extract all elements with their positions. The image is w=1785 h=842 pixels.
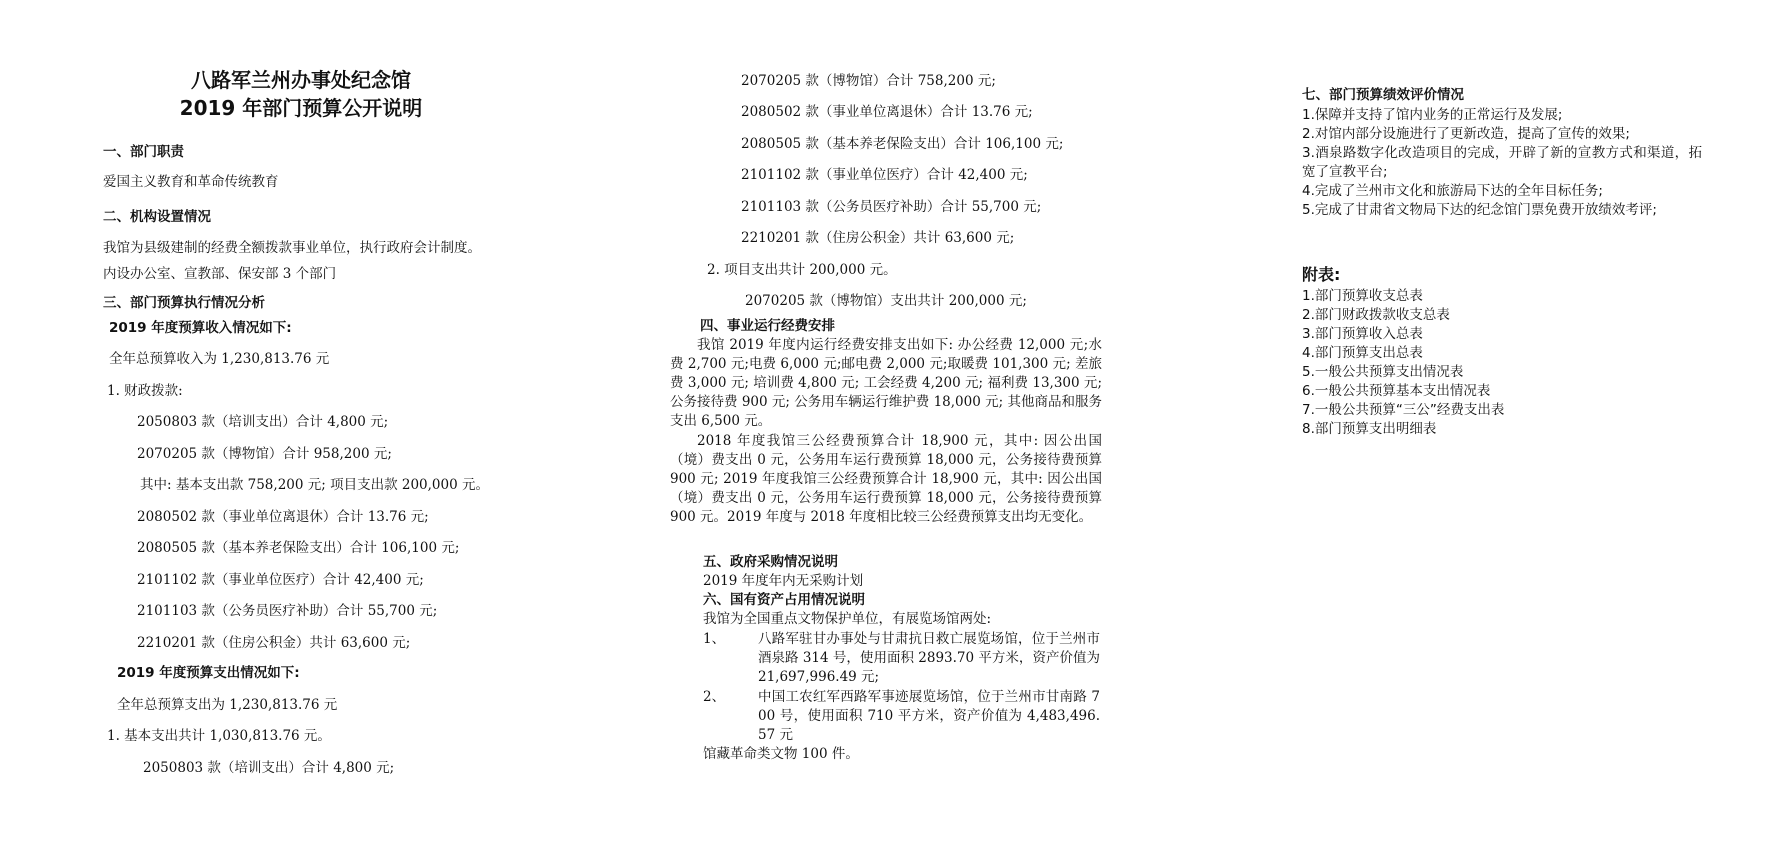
section-heading-operation: 四、事业运行经费安排 xyxy=(700,318,835,334)
income-total: 全年总预算收入为 1,230,813.76 元 xyxy=(109,351,330,367)
attachments-list xyxy=(1302,287,1702,439)
relics-text: 馆藏革命类文物 100 件。 xyxy=(703,746,859,762)
expense-item: 2210201 款（住房公积金）共计 63,600 元; xyxy=(741,230,1015,246)
income-item: 2050803 款（培训支出）合计 4,800 元; xyxy=(137,414,389,430)
asset-item xyxy=(703,630,1100,687)
expense-item: 2050803 款（培训支出）合计 4,800 元; xyxy=(143,760,395,776)
expense-item: 2101102 款（事业单位医疗）合计 42,400 元; xyxy=(741,167,1028,183)
performance-item: 3.酒泉路数字化改造项目的完成，开辟了新的宣教方式和渠道，拓宽了宣教平台; xyxy=(1302,145,1702,180)
income-item: 2210201 款（住房公积金）共计 63,600 元; xyxy=(137,635,411,651)
purchase-text: 2019 年度年内无采购计划 xyxy=(703,573,864,589)
org-text-2: 内设办公室、宣教部、保安部 3 个部门 xyxy=(103,266,337,282)
expense-item: 2080505 款（基本养老保险支出）合计 106,100 元; xyxy=(741,136,1064,152)
attachment-item: 8.部门预算支出明细表 xyxy=(1302,421,1437,437)
duty-text: 爱国主义教育和革命传统教育 xyxy=(103,174,279,190)
income-item: 其中: 基本支出款 758,200 元; 项目支出款 200,000 元。 xyxy=(140,477,489,493)
asset-number: 1、 xyxy=(703,631,726,647)
section-heading-duty: 一、部门职责 xyxy=(103,144,184,160)
attachment-item: 7.一般公共预算“三公”经费支出表 xyxy=(1302,402,1505,418)
performance-list xyxy=(1302,106,1702,220)
attachment-item: 4.部门预算支出总表 xyxy=(1302,345,1423,361)
basic-expense: 1. 基本支出共计 1,030,813.76 元。 xyxy=(107,728,331,744)
performance-item: 5.完成了甘肃省文物局下达的纪念馆门票免费开放绩效考评; xyxy=(1302,202,1657,218)
section-heading-assets: 六、国有资产占用情况说明 xyxy=(703,592,865,608)
attachment-item: 2.部门财政拨款收支总表 xyxy=(1302,307,1450,323)
expense-total: 全年总预算支出为 1,230,813.76 元 xyxy=(117,697,338,713)
income-item: 2070205 款（博物馆）合计 958,200 元; xyxy=(137,446,392,462)
org-text-1: 我馆为县级建制的经费全额拨款事业单位，执行政府会计制度。 xyxy=(103,240,481,256)
expense-item: 2070205 款（博物馆）合计 758,200 元; xyxy=(741,73,996,89)
project-expense: 2. 项目支出共计 200,000 元。 xyxy=(707,262,897,278)
income-heading: 2019 年度预算收入情况如下: xyxy=(109,320,292,336)
income-item: 2080502 款（事业单位离退休）合计 13.76 元; xyxy=(137,509,429,525)
expense-item: 2080502 款（事业单位离退休）合计 13.76 元; xyxy=(741,104,1033,120)
three-fees-paragraph xyxy=(670,432,1102,527)
project-item: 2070205 款（博物馆）支出共计 200,000 元; xyxy=(745,293,1027,309)
operation-paragraph xyxy=(670,336,1102,431)
section-heading-performance: 七、部门预算绩效评价情况 xyxy=(1302,87,1464,103)
income-item: 2101103 款（公务员医疗补助）合计 55,700 元; xyxy=(137,603,438,619)
attachments-heading: 附表: xyxy=(1302,265,1341,284)
doc-title-line1: 八路军兰州办事处纪念馆 xyxy=(191,68,411,92)
performance-item: 2.对馆内部分设施进行了更新改造，提高了宣传的效果; xyxy=(1302,126,1630,142)
section-heading-budget: 三、部门预算执行情况分析 xyxy=(103,295,265,311)
attachment-item: 3.部门预算收入总表 xyxy=(1302,326,1423,342)
asset-text: 八路军驻甘办事处与甘肃抗日救亡展览场馆，位于兰州市酒泉路 314 号，使用面积 2893.70 平方米，资产价值为 21,697,996.49 元; xyxy=(758,631,1100,685)
asset-text: 中国工农红军西路军事迹展览场馆，位于兰州市甘南路 700 号，使用面积 710 平方米，资产价值为 4,483,496.57 元 xyxy=(758,689,1100,743)
section-heading-org: 二、机构设置情况 xyxy=(103,209,211,225)
asset-item xyxy=(703,688,1100,745)
asset-number: 2、 xyxy=(703,689,726,705)
doc-title-line2: 2019 年部门预算公开说明 xyxy=(179,96,423,120)
attachment-item: 5.一般公共预算支出情况表 xyxy=(1302,364,1464,380)
operation-text: 我馆 2019 年度内运行经费安排支出如下: 办公经费 12,000 元;水费 2,700 元;电费 6,000 元;邮电费 2,000 元;取暖费 101,300 元; 差旅费 3,000 元; 培训费 4,800 元; 工会经费 4,200 元; 福利费 13,300 元; 公务接待费 900 元; 公务用车辆运行维护费 18,000 元; 其他商品和服务支出 6,500 元。 xyxy=(670,337,1102,429)
section-heading-purchase: 五、政府采购情况说明 xyxy=(703,554,838,570)
performance-item: 1.保障并支持了馆内业务的正常运行及发展; xyxy=(1302,107,1563,123)
three-fees-text: 2018 年度我馆三公经费预算合计 18,900 元，其中: 因公出国（境）费支出 0 元，公务用车运行费预算 18,000 元，公务接待费预算 900 元; 2019 年度我馆三公经费预算合计 18,900 元，其中: 因公出国（境）费支出 0 元，公务用车运行费预算 18,000 元，公务接待费预算 900 元。2019 年度与 2018 年度相比较三公经费预算支出均无变化。 xyxy=(670,433,1102,525)
attachment-item: 1.部门预算收支总表 xyxy=(1302,288,1423,304)
expense-heading: 2019 年度预算支出情况如下: xyxy=(117,665,300,681)
asset-intro: 我馆为全国重点文物保护单位，有展览场馆两处: xyxy=(703,611,992,627)
expense-item: 2101103 款（公务员医疗补助）合计 55,700 元; xyxy=(741,199,1042,215)
income-item: 2101102 款（事业单位医疗）合计 42,400 元; xyxy=(137,572,424,588)
attachment-item: 6.一般公共预算基本支出情况表 xyxy=(1302,383,1491,399)
performance-item: 4.完成了兰州市文化和旅游局下达的全年目标任务; xyxy=(1302,183,1603,199)
fiscal-label: 1. 财政拨款: xyxy=(107,383,183,399)
income-item: 2080505 款（基本养老保险支出）合计 106,100 元; xyxy=(137,540,460,556)
